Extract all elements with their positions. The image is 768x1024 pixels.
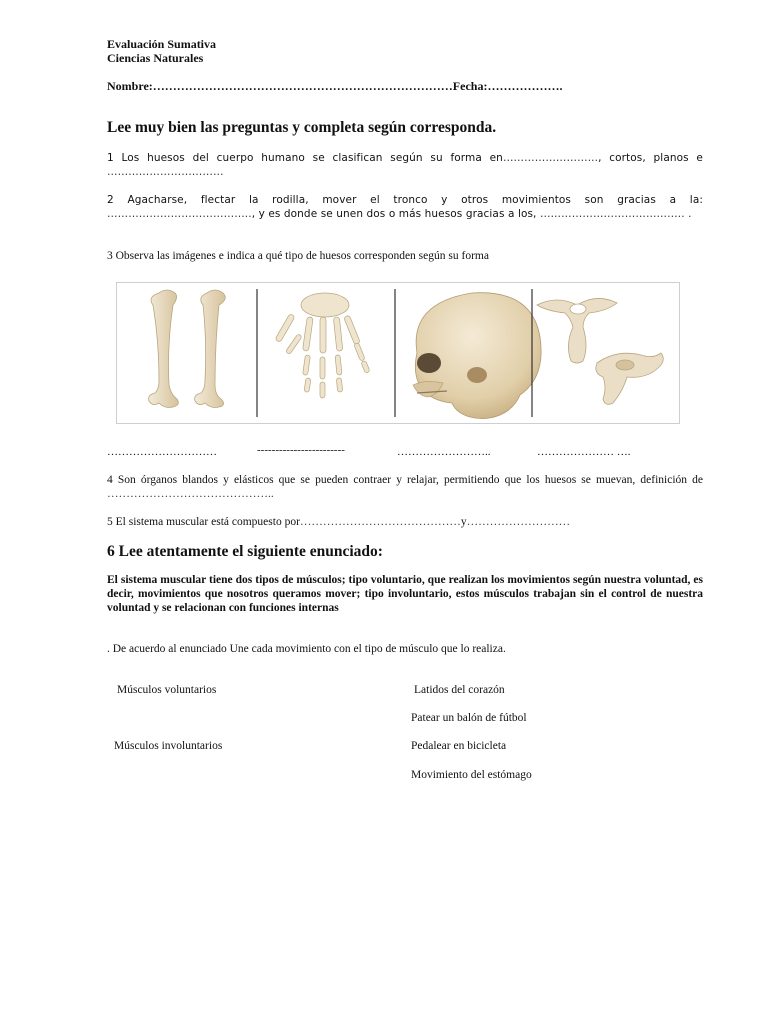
question-4: 4 Son órganos blandos y elásticos que se pueden contraer y relajar, permitiendo que los huesos se muevan, definición de …………………………………….. (107, 474, 703, 500)
long-bone-icon (149, 290, 226, 408)
muscle-statement: El sistema muscular tiene dos tipos de músculos; tipo voluntario, que realizan los movimientos según nuestra voluntad, es decir, movimientos que nosotros queramos mover; tipo involuntario, estos músculos trabajan sin el control de nuestra voluntad y se relacionan con funciones internas (107, 574, 703, 614)
question-1: 1 Los huesos del cuerpo humano se clasifican según su forma en……………………..., cortos, planos e …………………………… (107, 152, 703, 178)
name-label: Nombre: (107, 79, 153, 93)
header-subject: Ciencias Naturales (107, 51, 204, 65)
bones-image (116, 282, 680, 424)
instructions-heading: Lee muy bien las preguntas y completa según corresponda. (107, 119, 497, 136)
right-item-stomach[interactable]: Movimiento del estómago (411, 769, 532, 781)
q3-answer-row (107, 446, 707, 462)
q5-blank-1[interactable]: …………………………………… (299, 516, 461, 528)
q3-answer-1[interactable]: ………………………… (107, 446, 217, 458)
right-item-heartbeat[interactable]: Latidos del corazón (414, 684, 505, 696)
name-field[interactable]: ………………………………………………………………… (152, 79, 453, 93)
q2-blank-1[interactable]: ………………………………….. (107, 208, 252, 220)
date-label: Fecha: (452, 79, 488, 93)
date-field[interactable]: ………………. (487, 79, 563, 93)
left-item-involuntary[interactable]: Músculos involuntarios (114, 740, 223, 752)
q5-blank-2[interactable]: ……………………… (466, 516, 571, 528)
q1-blank-1[interactable]: ……………………... (502, 152, 599, 164)
left-item-voluntary[interactable]: Músculos voluntarios (117, 684, 217, 696)
question-2: 2 Agacharse, flectar la rodilla, mover el tronco y otros movimientos son gracias a la: ………………………………….., y es donde se unen dos o más huesos gracias a los, ………………………………….. . (107, 194, 703, 220)
right-item-kick-ball[interactable]: Patear un balón de fútbol (411, 712, 527, 724)
question-5: 5 El sistema muscular está compuesto por……………………………………y……………………… (107, 516, 571, 528)
name-date-line (107, 79, 562, 93)
q1-blank-2[interactable]: …………………………… (107, 166, 224, 178)
skull-icon (413, 293, 541, 419)
question-6-heading: 6 Lee atentamente el siguiente enunciado: (107, 543, 383, 560)
q3-answer-2[interactable]: ------------------------ (257, 444, 345, 456)
right-item-bicycle[interactable]: Pedalear en bicicleta (411, 740, 507, 752)
q3-answer-4[interactable]: ………………… …. (537, 446, 631, 458)
hand-bones-icon (275, 293, 370, 398)
question-3: 3 Observa las imágenes e indica a qué tipo de huesos corresponden según su forma (107, 250, 489, 262)
vertebra-icon (537, 298, 663, 404)
matching-instruction: . De acuerdo al enunciado Une cada movimiento con el tipo de músculo que lo realiza. (107, 643, 506, 655)
q3-answer-3[interactable]: …………………….. (397, 446, 491, 458)
header-title: Evaluación Sumativa (107, 37, 217, 51)
q2-blank-2[interactable]: ………………………………….. . (539, 208, 692, 220)
q4-blank[interactable]: …………………………………….. (107, 488, 274, 500)
